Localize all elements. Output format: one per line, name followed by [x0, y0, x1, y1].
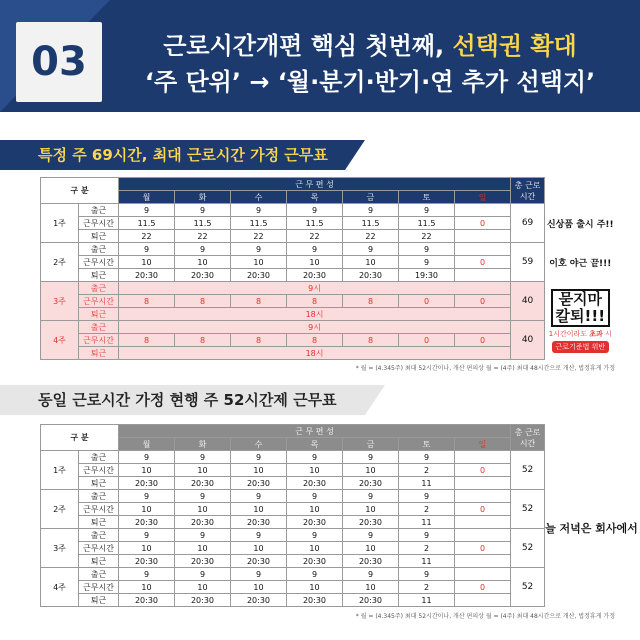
schedule-cell: 9	[343, 451, 399, 464]
schedule-cell: 9	[231, 204, 287, 217]
schedule-cell: 20:30	[175, 477, 231, 490]
schedule-cell: 20:30	[231, 516, 287, 529]
schedule-cell: 8	[343, 334, 399, 347]
schedule-cell: 20:30	[231, 477, 287, 490]
schedule-cell	[455, 451, 511, 464]
schedule-cell: 9	[287, 451, 343, 464]
schedule-cell: 20:30	[119, 594, 175, 607]
schedule-cell	[455, 269, 511, 282]
schedule-cell: 0	[399, 334, 455, 347]
week-label: 4주	[41, 568, 79, 607]
schedule-cell: 10	[343, 464, 399, 477]
day-header: 금	[343, 438, 399, 451]
schedule-cell: 10	[175, 464, 231, 477]
schedule-cell: 9	[231, 451, 287, 464]
schedule-cell: 0	[455, 295, 511, 308]
week-total: 52	[511, 490, 545, 529]
day-header: 수	[231, 191, 287, 204]
schedule-cell: 9	[119, 490, 175, 503]
schedule-cell: 20:30	[175, 516, 231, 529]
schedule-cell: 0	[455, 334, 511, 347]
schedule-cell: 10	[287, 503, 343, 516]
row-label: 퇴근	[79, 308, 119, 321]
side-warning	[545, 282, 616, 360]
schedule-cell: 8	[231, 295, 287, 308]
row-label: 출근	[79, 490, 119, 503]
schedule-cell: 8	[343, 295, 399, 308]
schedule-cell: 8	[287, 295, 343, 308]
table-row	[41, 451, 616, 464]
side-header	[545, 425, 616, 451]
day-header: 화	[175, 191, 231, 204]
schedule-cell: 11.5	[343, 217, 399, 230]
schedule-cell: 9	[399, 529, 455, 542]
day-header: 월	[119, 191, 175, 204]
merged-time: 18시	[119, 347, 511, 360]
schedule-cell: 9	[399, 243, 455, 256]
row-label: 근무시간	[79, 295, 119, 308]
schedule-cell	[455, 516, 511, 529]
schedule-cell: 9	[343, 490, 399, 503]
schedule-cell: 20:30	[175, 555, 231, 568]
schedule-cell: 9	[175, 451, 231, 464]
schedule-cell: 9	[175, 490, 231, 503]
col-total-header: 총 근로시간	[511, 178, 545, 204]
schedule-cell: 9	[175, 568, 231, 581]
week-label: 3주	[41, 529, 79, 568]
schedule-cell: 8	[287, 334, 343, 347]
table2-banner: 동일 근로시간 가정 현행 주 52시간제 근무표	[0, 385, 365, 415]
schedule-cell: 20:30	[343, 516, 399, 529]
row-label: 퇴근	[79, 230, 119, 243]
schedule-cell: 2	[399, 503, 455, 516]
schedule-cell: 20:30	[287, 555, 343, 568]
row-label: 출근	[79, 321, 119, 334]
schedule-cell	[455, 490, 511, 503]
schedule-cell: 11	[399, 555, 455, 568]
schedule-cell	[455, 529, 511, 542]
schedule-cell: 9	[287, 243, 343, 256]
schedule-cell: 10	[343, 256, 399, 269]
schedule-cell: 9	[399, 451, 455, 464]
schedule-cell: 10	[119, 503, 175, 516]
schedule-cell: 10	[231, 542, 287, 555]
schedule-cell: 10	[343, 503, 399, 516]
schedule-cell: 10	[175, 256, 231, 269]
table-row	[41, 490, 616, 503]
schedule-cell: 10	[119, 256, 175, 269]
schedule-cell: 10	[287, 581, 343, 594]
schedule-cell: 9	[399, 204, 455, 217]
headline-line1	[110, 26, 630, 61]
warning-line2: 칼퇴!!!	[555, 306, 606, 325]
schedule-cell: 11.5	[231, 217, 287, 230]
header	[0, 0, 640, 112]
table1-note: * 월 = (4.345주) 최대 52시간이나, 개산 편의상 월 = (4주) 최대 48시간으로 개산, 법정휴게 가정	[355, 365, 615, 372]
col-schedule-header: 근 무 편 성	[119, 178, 511, 191]
schedule-cell: 9	[119, 568, 175, 581]
schedule-cell	[455, 477, 511, 490]
schedule-cell: 9	[119, 204, 175, 217]
schedule-cell: 9	[343, 568, 399, 581]
schedule-cell: 20:30	[287, 477, 343, 490]
schedule-cell	[455, 594, 511, 607]
schedule-cell: 20:30	[119, 269, 175, 282]
row-label: 근무시간	[79, 542, 119, 555]
schedule-cell: 22	[343, 230, 399, 243]
schedule-cell: 0	[455, 503, 511, 516]
schedule-cell: 22	[175, 230, 231, 243]
side-comment: 이호 야근 끝!!!	[545, 243, 616, 282]
row-label: 근무시간	[79, 256, 119, 269]
row-label: 퇴근	[79, 594, 119, 607]
schedule-cell: 20:30	[119, 516, 175, 529]
schedule-cell: 10	[175, 503, 231, 516]
row-label: 근무시간	[79, 581, 119, 594]
schedule-cell: 10	[119, 542, 175, 555]
schedule-cell: 9	[119, 529, 175, 542]
col-group-header: 구 분	[41, 425, 119, 451]
schedule-cell: 9	[399, 256, 455, 269]
headline-text: 근로시간개편 핵심 첫번째,	[163, 32, 453, 60]
table2-note: * 월 = (4.345주) 최대 52시간이나, 개산 편의상 월 = (4주) 최대 48시간으로 개산, 법정휴게 가정	[355, 613, 615, 620]
week-label: 4주	[41, 321, 79, 360]
schedule-cell: 10	[231, 503, 287, 516]
day-header: 목	[287, 191, 343, 204]
schedule-cell: 9	[175, 243, 231, 256]
headline-line2: ‘주 단위’ → ‘월·분기·반기·연 추가 선택지’	[144, 68, 596, 96]
schedule-cell: 20:30	[343, 555, 399, 568]
table1-banner: 특정 주 69시간, 최대 근로시간 가정 근무표	[0, 140, 345, 170]
schedule-cell: 2	[399, 542, 455, 555]
schedule-cell: 8	[119, 295, 175, 308]
table2	[40, 424, 638, 607]
schedule-cell: 20:30	[287, 594, 343, 607]
schedule-cell: 10	[175, 542, 231, 555]
schedule-cell: 10	[119, 581, 175, 594]
schedule-cell: 9	[287, 568, 343, 581]
warning-note-end: 시	[602, 329, 612, 338]
col-schedule-header: 근 무 편 성	[119, 425, 511, 438]
row-label: 출근	[79, 568, 119, 581]
row-label: 출근	[79, 282, 119, 295]
schedule-cell	[455, 243, 511, 256]
schedule-cell: 20:30	[287, 516, 343, 529]
schedule-cell: 11.5	[119, 217, 175, 230]
schedule-cell: 10	[231, 256, 287, 269]
week-label: 2주	[41, 490, 79, 529]
schedule-cell: 9	[343, 243, 399, 256]
schedule-cell: 9	[343, 204, 399, 217]
row-label: 퇴근	[79, 269, 119, 282]
schedule-cell: 11	[399, 594, 455, 607]
day-header: 일	[455, 191, 511, 204]
schedule-cell: 9	[231, 529, 287, 542]
schedule-cell: 9	[231, 490, 287, 503]
row-label: 퇴근	[79, 555, 119, 568]
table-row	[41, 243, 616, 256]
day-header: 화	[175, 438, 231, 451]
schedule-cell: 11	[399, 477, 455, 490]
schedule-cell: 2	[399, 464, 455, 477]
day-header: 월	[119, 438, 175, 451]
schedule-cell: 9	[119, 243, 175, 256]
schedule-cell: 22	[231, 230, 287, 243]
schedule-cell: 10	[343, 542, 399, 555]
week-total: 52	[511, 529, 545, 568]
schedule-cell: 9	[287, 529, 343, 542]
schedule-cell: 10	[287, 542, 343, 555]
schedule-cell: 8	[231, 334, 287, 347]
schedule-cell: 8	[175, 295, 231, 308]
week-total: 52	[511, 568, 545, 607]
schedule-cell: 9	[119, 451, 175, 464]
week-label: 1주	[41, 204, 79, 243]
row-label: 출근	[79, 243, 119, 256]
week-label: 3주	[41, 282, 79, 321]
day-header: 수	[231, 438, 287, 451]
schedule-cell: 10	[343, 581, 399, 594]
day-header: 토	[399, 438, 455, 451]
schedule-cell: 22	[399, 230, 455, 243]
headline-highlight: 선택권 확대	[452, 32, 577, 60]
day-header: 일	[455, 438, 511, 451]
day-header: 금	[343, 191, 399, 204]
week-total: 59	[511, 243, 545, 282]
side-comment: 신상품 출시 주!!	[545, 204, 616, 243]
header-row	[41, 425, 616, 438]
schedule-cell: 0	[399, 295, 455, 308]
schedule-cell: 20:30	[119, 555, 175, 568]
row-label: 출근	[79, 529, 119, 542]
merged-time: 9시	[119, 282, 511, 295]
row-label: 퇴근	[79, 347, 119, 360]
merged-time: 18시	[119, 308, 511, 321]
schedule-cell: 8	[119, 334, 175, 347]
schedule-cell: 10	[287, 464, 343, 477]
row-label: 퇴근	[79, 516, 119, 529]
schedule-cell: 20:30	[343, 594, 399, 607]
header-row	[41, 178, 616, 191]
schedule-cell: 0	[455, 581, 511, 594]
week-total: 40	[511, 321, 545, 360]
side-header	[545, 178, 616, 204]
col-group-header: 구 분	[41, 178, 119, 204]
schedule-cell: 10	[287, 256, 343, 269]
schedule-cell: 10	[231, 581, 287, 594]
schedule-cell: 9	[175, 204, 231, 217]
week-label: 2주	[41, 243, 79, 282]
schedule-cell: 10	[231, 464, 287, 477]
col-total-header: 총 근로시간	[511, 425, 545, 451]
row-label: 퇴근	[79, 477, 119, 490]
table1	[40, 177, 616, 360]
schedule-cell: 9	[343, 529, 399, 542]
table-row	[41, 529, 616, 542]
schedule-cell: 19:30	[399, 269, 455, 282]
schedule-cell	[455, 555, 511, 568]
row-label: 근무시간	[79, 334, 119, 347]
schedule-cell: 22	[119, 230, 175, 243]
row-label: 출근	[79, 204, 119, 217]
table-row	[41, 204, 616, 217]
schedule-cell: 22	[287, 230, 343, 243]
section-number: 03	[16, 22, 102, 102]
schedule-cell: 20:30	[119, 477, 175, 490]
schedule-cell: 9	[231, 568, 287, 581]
schedule-cell: 11.5	[287, 217, 343, 230]
schedule-cell: 11	[399, 516, 455, 529]
row-label: 근무시간	[79, 503, 119, 516]
day-header: 토	[399, 191, 455, 204]
schedule-cell	[455, 230, 511, 243]
row-label: 출근	[79, 451, 119, 464]
row-label: 근무시간	[79, 464, 119, 477]
schedule-cell: 20:30	[231, 594, 287, 607]
schedule-cell: 20:30	[287, 269, 343, 282]
schedule-cell: 9	[231, 243, 287, 256]
week-total: 40	[511, 282, 545, 321]
week-total: 69	[511, 204, 545, 243]
schedule-cell: 9	[399, 568, 455, 581]
schedule-cell: 9	[399, 490, 455, 503]
schedule-cell	[455, 204, 511, 217]
schedule-cell: 9	[287, 204, 343, 217]
schedule-cell: 0	[455, 542, 511, 555]
warning-emph: 초과	[589, 329, 603, 338]
schedule-cell: 11.5	[175, 217, 231, 230]
schedule-cell: 2	[399, 581, 455, 594]
merged-time: 9시	[119, 321, 511, 334]
schedule-cell: 10	[175, 581, 231, 594]
table-row	[41, 282, 616, 295]
schedule-cell: 9	[287, 490, 343, 503]
schedule-cell	[455, 568, 511, 581]
schedule-cell: 0	[455, 217, 511, 230]
schedule-cell: 20:30	[231, 269, 287, 282]
week-label: 1주	[41, 451, 79, 490]
warning-line1: 묻지마	[558, 289, 603, 308]
day-header: 목	[287, 438, 343, 451]
schedule-cell: 0	[455, 256, 511, 269]
schedule-cell: 20:30	[343, 477, 399, 490]
schedule-cell: 20:30	[175, 269, 231, 282]
week-total: 52	[511, 451, 545, 490]
side-comment: 늘 저녁은 회사에서	[545, 521, 638, 535]
row-label: 근무시간	[79, 217, 119, 230]
schedule-cell: 20:30	[343, 269, 399, 282]
table-row	[41, 568, 616, 581]
schedule-cell: 10	[119, 464, 175, 477]
schedule-cell: 20:30	[231, 555, 287, 568]
schedule-cell: 11.5	[399, 217, 455, 230]
law-violation-badge: 근로기준법 위반	[552, 341, 610, 353]
warning-note: 1시간이라도	[548, 329, 590, 338]
schedule-cell: 20:30	[175, 594, 231, 607]
table-row	[41, 321, 616, 334]
schedule-cell: 9	[175, 529, 231, 542]
schedule-cell: 8	[175, 334, 231, 347]
schedule-cell: 0	[455, 464, 511, 477]
